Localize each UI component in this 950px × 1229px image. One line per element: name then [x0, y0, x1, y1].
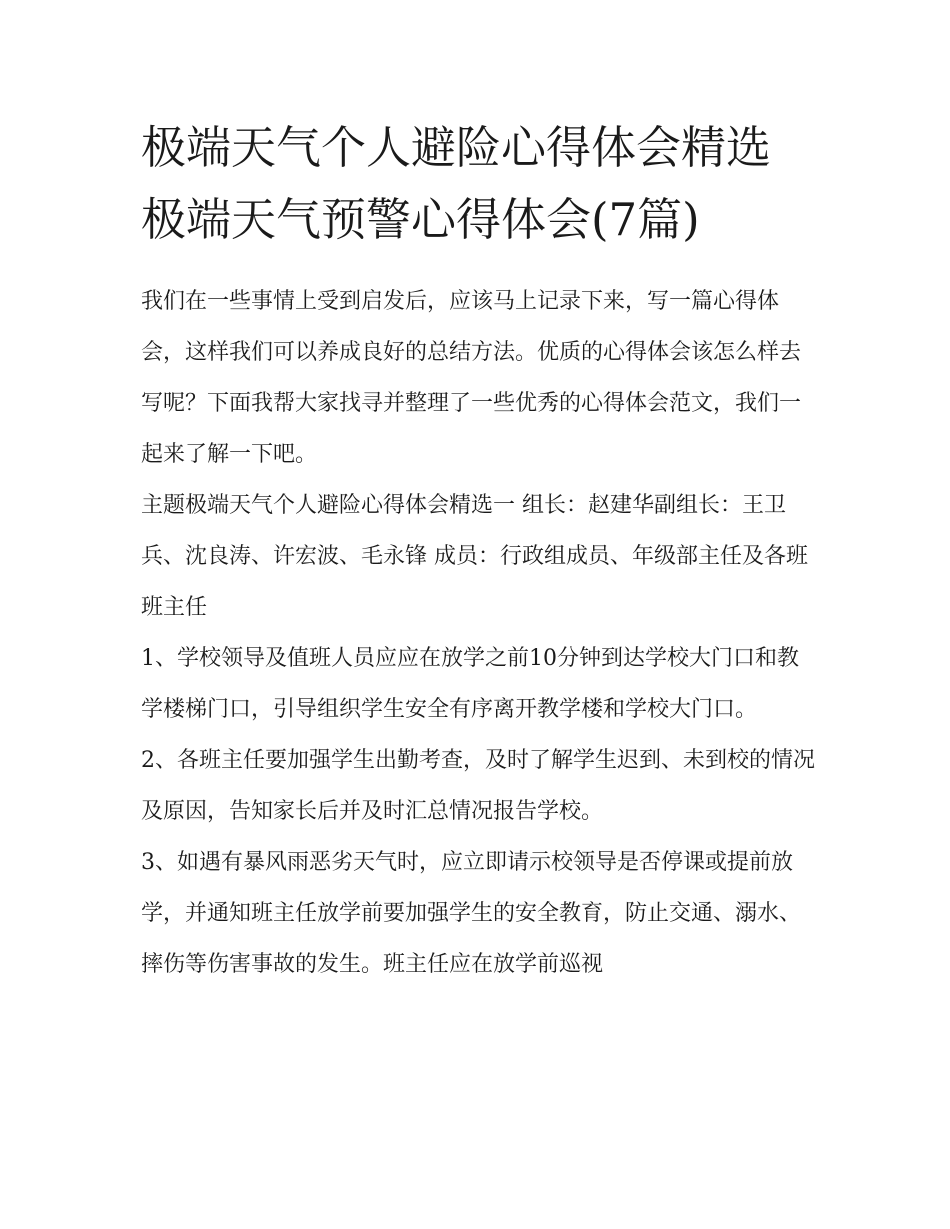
- intro-paragraph: 我们在一些事情上受到启发后，应该马上记录下来，写一篇心得体会，这样我们可以养成良好的总结方法。优质的心得体会该怎么样去写呢？下面我帮大家找寻并整理了一些优秀的心得体会范文，我们一起来了解一下吧。: [141, 289, 802, 467]
- document-title: 极端天气个人避险心得体会精选 极端天气预警心得体会(7篇): [141, 121, 772, 246]
- item-2-paragraph: 2、各班主任要加强学生出勤考查，及时了解学生迟到、未到校的情况及原因，告知家长后并及时汇总情况报告学校。: [141, 748, 815, 824]
- item-1-paragraph: 1、学校领导及值班人员应应在放学之前10分钟到达学校大门口和教学楼梯门口，引导组织学生安全有序离开教学楼和学校大门口。: [141, 646, 799, 722]
- leadership-paragraph: 主题极端天气个人避险心得体会精选一 组长：赵建华副组长：王卫兵、沈良涛、许宏波、毛永锋 成员：行政组成员、年级部主任及各班班主任: [141, 493, 808, 620]
- document-body: [141, 112, 816, 990]
- item-3-paragraph: 3、如遇有暴风雨恶劣天气时，应立即请示校领导是否停课或提前放学，并通知班主任放学前要加强学生的安全教育，防止交通、溺水、摔伤等伤害事故的发生。班主任应在放学前巡视: [141, 850, 802, 977]
